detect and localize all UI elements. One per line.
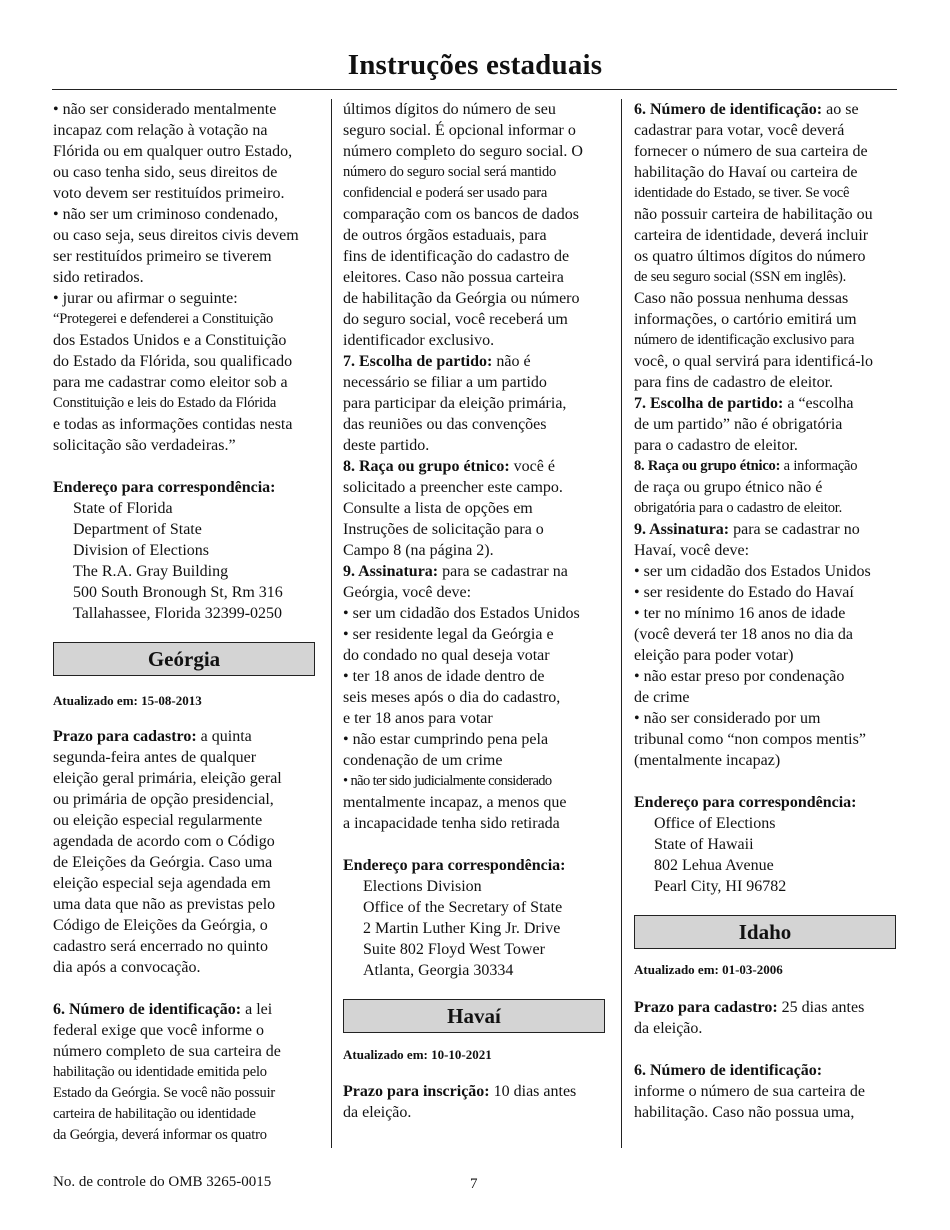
text-line: Havaí, você deve: <box>634 542 750 559</box>
text-line: eleição para poder votar) <box>634 647 794 664</box>
text-line: eleição especial seja agendada em <box>53 875 271 892</box>
text-line: habilitação do Havaí ou carteira de <box>634 164 858 181</box>
text-line: ou caso tenha sido, seus direitos de <box>53 164 278 181</box>
field-label: 8. Raça ou grupo étnico: <box>634 458 781 474</box>
text-line: Consulte a lista de opções em <box>343 500 533 517</box>
omb-control-number: No. de controle do OMB 3265-0015 <box>53 1174 272 1190</box>
title-divider <box>52 89 897 90</box>
text-line: e ter 18 anos para votar <box>343 710 493 727</box>
text-line: para o cadastro de eleitor. <box>634 437 798 454</box>
georgia-deadline <box>53 726 321 978</box>
text-line: a quinta <box>196 728 252 745</box>
address-line: Office of the Secretary of State <box>363 899 563 916</box>
text-line: segunda-feira antes de qualquer <box>53 749 257 766</box>
hawaii-race <box>634 456 902 519</box>
address-line: The R.A. Gray Building <box>73 563 229 580</box>
text-line: de habilitação da Geórgia ou número <box>343 290 580 307</box>
text-line: habilitação ou identidade emitida pelo <box>53 1064 267 1080</box>
text-line: • jurar ou afirmar o seguinte: <box>53 290 238 307</box>
state-heading-idaho: Idaho <box>634 915 896 949</box>
text-line: ao se <box>822 101 859 118</box>
text-line: número completo de sua carteira de <box>53 1043 281 1060</box>
georgia-mail-address <box>343 876 611 981</box>
text-line: ou eleição especial regularmente <box>53 812 263 829</box>
column-3 <box>634 99 902 1123</box>
text-line: seguro social. É opcional informar o <box>343 122 576 139</box>
column-1 <box>53 99 321 1146</box>
text-line: Constituição e leis do Estado da Flórida <box>53 395 277 411</box>
field-label: 6. Número de identificação: <box>53 1001 242 1018</box>
text-line: • não estar cumprindo pena pela <box>343 731 549 748</box>
field-label: 9. Assinatura: <box>343 563 439 580</box>
text-line: uma data que não as previstas pelo <box>53 896 276 913</box>
text-line: você, o qual servirá para identificá-lo <box>634 353 873 370</box>
field-label: 7. Escolha de partido: <box>343 353 493 370</box>
address-line: 500 South Bronough St, Rm 316 <box>73 584 283 601</box>
text-line: da eleição. <box>343 1104 412 1121</box>
page-title: Instruções estaduais <box>347 49 603 81</box>
text-line: a lei <box>241 1001 273 1018</box>
text-line: informe o número de sua carteira de <box>634 1083 866 1100</box>
idaho-id-number <box>634 1060 902 1123</box>
address-line: Pearl City, HI 96782 <box>654 878 787 895</box>
text-line: federal exige que você informe o <box>53 1022 265 1039</box>
text-line: eleição geral primária, eleição geral <box>53 770 282 787</box>
text-line: do seguro social, você receberá um <box>343 311 568 328</box>
address-line: Division of Elections <box>73 542 209 559</box>
georgia-party <box>343 351 611 456</box>
text-line: de Eleições da Geórgia. Caso uma <box>53 854 273 871</box>
updated-date: Atualizado em: 01-03-2006 <box>634 962 783 977</box>
field-label: 7. Escolha de partido: <box>634 395 784 412</box>
text-line: confidencial e poderá ser usado para <box>343 185 548 201</box>
column-2 <box>343 99 611 1123</box>
text-line: Flórida ou em qualquer outro Estado, <box>53 143 293 160</box>
text-line: • não ser um criminoso condenado, <box>53 206 279 223</box>
text-line: carteira de habilitação ou identidade <box>53 1106 256 1122</box>
text-line: • ter no mínimo 16 anos de idade <box>634 605 846 622</box>
text-line: identidade do Estado, se tiver. Se você <box>634 185 850 201</box>
address-line: Suite 802 Floyd West Tower <box>363 941 545 958</box>
text-line: necessário se filiar a um partido <box>343 374 547 391</box>
field-label: Prazo para inscrição: <box>343 1083 490 1100</box>
text-line: 10 dias antes <box>489 1083 577 1100</box>
text-line: últimos dígitos do número de seu <box>343 101 556 118</box>
text-line: dia após a convocação. <box>53 959 201 976</box>
text-line: 25 dias antes <box>777 999 865 1016</box>
text-line: Caso não possua nenhuma dessas <box>634 290 849 307</box>
text-line: número de identificação exclusivo para <box>634 332 855 348</box>
field-label: 9. Assinatura: <box>634 521 730 538</box>
text-line: Estado da Geórgia. Se você não possuir <box>53 1085 276 1101</box>
text-line: não é <box>492 353 531 370</box>
text-line: número do seguro social será mantido <box>343 164 557 180</box>
text-line: Instruções de solicitação para o <box>343 521 544 538</box>
idaho-deadline <box>634 997 902 1039</box>
text-line: dos Estados Unidos e a Constituição <box>53 332 287 349</box>
text-line: você é <box>509 458 555 475</box>
text-line: Geórgia, você deve: <box>343 584 472 601</box>
updated-date: Atualizado em: 15-08-2013 <box>53 693 202 708</box>
hawaii-id-number <box>634 99 902 393</box>
text-line: • ser residente do Estado do Havaí <box>634 584 854 601</box>
field-label: Prazo para cadastro: <box>53 728 197 745</box>
text-line: de crime <box>634 689 690 706</box>
text-line: tribunal como “non compos mentis” <box>634 731 866 748</box>
text-line: fins de identificação do cadastro de <box>343 248 570 265</box>
text-line: ou primária de opção presidencial, <box>53 791 274 808</box>
text-line: solicitado a preencher este campo. <box>343 479 563 496</box>
address-line: State of Florida <box>73 500 173 517</box>
text-line: de outros órgãos estaduais, para <box>343 227 547 244</box>
hawaii-mail-address <box>634 813 902 897</box>
text-line: não possuir carteira de habilitação ou <box>634 206 873 223</box>
text-line: do Estado da Flórida, sou qualificado <box>53 353 293 370</box>
column-divider <box>331 99 332 1148</box>
georgia-signature <box>343 561 611 834</box>
text-line: • não estar preso por condenação <box>634 668 845 685</box>
text-line: • não ser considerado mentalmente <box>53 101 277 118</box>
georgia-race <box>343 456 611 561</box>
hawaii-deadline <box>343 1081 611 1123</box>
mail-address-label: Endereço para correspondência: <box>634 794 857 811</box>
column-divider <box>621 99 622 1148</box>
hawaii-party <box>634 393 902 456</box>
address-line: Department of State <box>73 521 202 538</box>
text-line: da Geórgia, deverá informar os quatro <box>53 1127 267 1143</box>
text-line: seis meses após o dia do cadastro, <box>343 689 561 706</box>
address-line: Tallahassee, Florida 32399-0250 <box>73 605 283 622</box>
text-line: da eleição. <box>634 1020 703 1037</box>
field-label: Prazo para cadastro: <box>634 999 778 1016</box>
text-line: (você deverá ter 18 anos no dia da <box>634 626 854 643</box>
text-line: incapaz com relação à votação na <box>53 122 268 139</box>
text-line: (mentalmente incapaz) <box>634 752 781 769</box>
address-line: Atlanta, Georgia 30334 <box>363 962 514 979</box>
state-heading-hawaii: Havaí <box>343 999 605 1033</box>
text-line: para se cadastrar na <box>438 563 568 580</box>
text-line: • ser residente legal da Geórgia e <box>343 626 554 643</box>
text-line: ser restituídos primeiro se tiverem <box>53 248 272 265</box>
address-line: 802 Lehua Avenue <box>654 857 774 874</box>
text-line: das reuniões ou das convenções <box>343 416 547 433</box>
address-line: 2 Martin Luther King Jr. Drive <box>363 920 561 937</box>
text-line: número completo do seguro social. O <box>343 143 583 160</box>
address-line: Office of Elections <box>654 815 776 832</box>
text-line: cadastrar para votar, você deverá <box>634 122 845 139</box>
georgia-ssn-text <box>343 99 611 351</box>
text-line: identificador exclusivo. <box>343 332 495 349</box>
florida-requirements <box>53 99 321 456</box>
text-line: a informação <box>780 458 858 474</box>
florida-mail-address <box>53 498 321 624</box>
text-line: • não ser considerado por um <box>634 710 821 727</box>
text-line: • não ter sido judicialmente considerado <box>343 773 552 789</box>
text-line: sido retirados. <box>53 269 144 286</box>
text-line: • ser um cidadão dos Estados Unidos <box>343 605 580 622</box>
text-line: para se cadastrar no <box>729 521 860 538</box>
address-line: State of Hawaii <box>654 836 754 853</box>
field-label: 6. Número de identificação: <box>634 1062 823 1079</box>
text-line: e todas as informações contidas nesta <box>53 416 293 433</box>
georgia-id-number <box>53 999 321 1146</box>
text-line: eleitores. Caso não possua carteira <box>343 269 564 286</box>
text-line: Campo 8 (na página 2). <box>343 542 494 559</box>
text-line: “Protegerei e defenderei a Constituição <box>53 311 274 327</box>
text-line: • ter 18 anos de idade dentro de <box>343 668 545 685</box>
text-line: deste partido. <box>343 437 430 454</box>
text-line: para fins de cadastro de eleitor. <box>634 374 834 391</box>
text-line: para participar da eleição primária, <box>343 395 567 412</box>
text-line: de seu seguro social (SSN em inglês). <box>634 269 847 285</box>
text-line: cadastro será encerrado no quinto <box>53 938 269 955</box>
field-label: 8. Raça ou grupo étnico: <box>343 458 510 475</box>
text-line: de um partido” não é obrigatória <box>634 416 843 433</box>
text-line: do condado no qual deseja votar <box>343 647 550 664</box>
updated-date: Atualizado em: 10-10-2021 <box>343 1047 492 1062</box>
text-line: mentalmente incapaz, a menos que <box>343 794 567 811</box>
mail-address-label: Endereço para correspondência: <box>343 857 566 874</box>
text-line: carteira de identidade, deverá incluir <box>634 227 869 244</box>
field-label: 6. Número de identificação: <box>634 101 823 118</box>
text-line: informações, o cartório emitirá um <box>634 311 857 328</box>
address-line: Elections Division <box>363 878 482 895</box>
text-line: a incapacidade tenha sido retirada <box>343 815 560 832</box>
hawaii-signature <box>634 519 902 771</box>
text-line: condenação de um crime <box>343 752 503 769</box>
text-line: obrigatória para o cadastro de eleitor. <box>634 500 842 516</box>
text-line: Código de Eleições da Geórgia, o <box>53 917 268 934</box>
text-line: voto devem ser restituídos primeiro. <box>53 185 285 202</box>
text-line: os quatro últimos dígitos do número <box>634 248 866 265</box>
mail-address-label: Endereço para correspondência: <box>53 479 276 496</box>
text-line: comparação com os bancos de dados <box>343 206 579 223</box>
text-line: fornecer o número de sua carteira de <box>634 143 868 160</box>
text-line: • ser um cidadão dos Estados Unidos <box>634 563 871 580</box>
text-line: habilitação. Caso não possua uma, <box>634 1104 855 1121</box>
text-line: de raça ou grupo étnico não é <box>634 479 823 496</box>
state-heading-georgia: Geórgia <box>53 642 315 676</box>
text-line: ou caso seja, seus direitos civis devem <box>53 227 299 244</box>
text-line: agendada de acordo com o Código <box>53 833 275 850</box>
text-line: solicitação são verdadeiras.” <box>53 437 236 454</box>
text-line: a “escolha <box>783 395 854 412</box>
page-number: 7 <box>470 1176 478 1192</box>
text-line: para me cadastrar como eleitor sob a <box>53 374 288 391</box>
